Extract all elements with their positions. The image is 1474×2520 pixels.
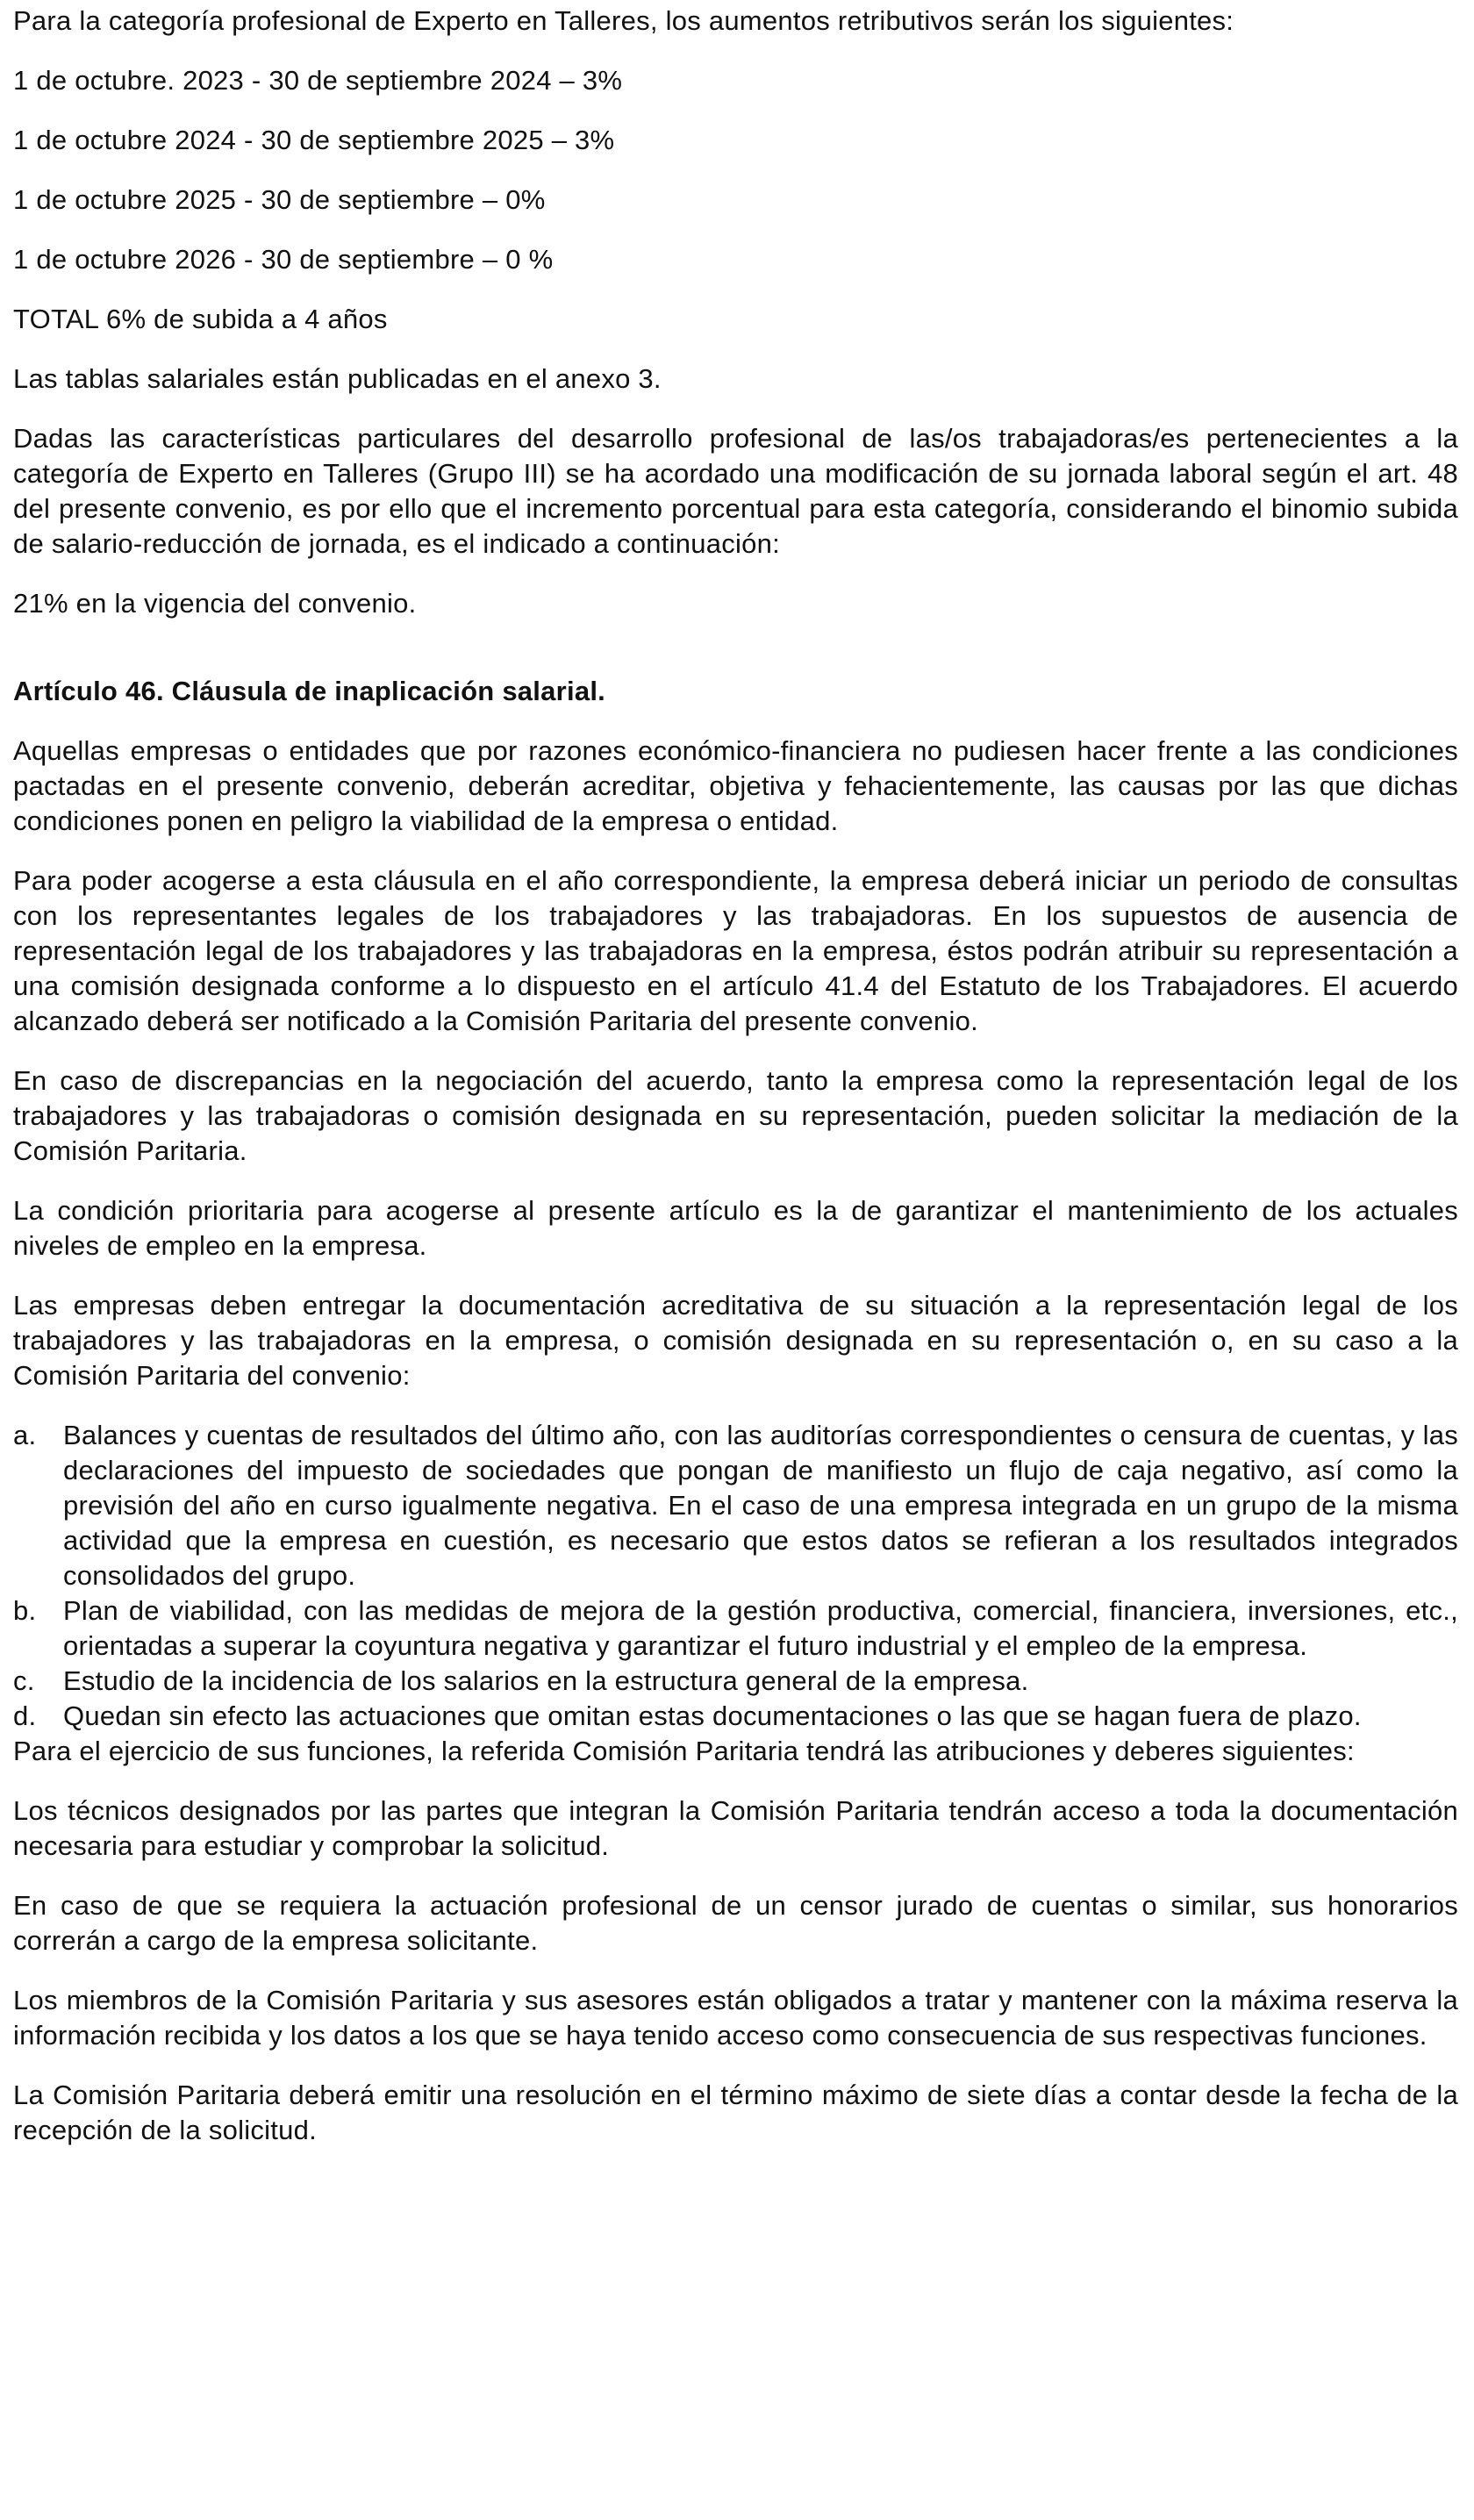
total-line: TOTAL 6% de subida a 4 años (13, 304, 388, 334)
list-item (13, 1699, 1458, 1734)
special-paragraph: Dadas las características particulares del desarrollo profesional de las/os trabajadoras/es pertenecientes a la categoría de Experto en Talleres (Grupo III) se ha acordado una modificación de su jornada laboral según el art. 48 del presente convenio, es por ello que el incremento porcentual para esta categoría, considerando el binomio subida de salario-reducción de jornada, es el indicado a continuación: (13, 423, 1458, 559)
special-value: 21% en la vigencia del convenio. (13, 588, 417, 619)
closing-paragraph: Para el ejercicio de sus funciones, la referida Comisión Paritaria tendrá las atribuciones y deberes siguientes: (13, 1736, 1355, 1766)
article-paragraph: Aquellas empresas o entidades que por razones económico-financiera no pudiesen hacer frente a las condiciones pactadas en el presente convenio, deberán acreditar, objetiva y fehacientemente, las causas por las que dichas condiciones ponen en peligro la viabilidad de la empresa o entidad. (13, 735, 1458, 836)
list-text: Plan de viabilidad, con las medidas de mejora de la gestión productiva, comercial, financiera, inversiones, etc., orientadas a superar la coyuntura negativa y garantizar el futuro industrial y el empleo de la empresa. (63, 1595, 1458, 1661)
list-marker: c. (13, 1665, 35, 1696)
list-item (13, 1664, 1458, 1699)
article-paragraph: En caso de discrepancias en la negociación del acuerdo, tanto la empresa como la representación legal de los trabajadores y las trabajadoras o comisión designada en su representación, pueden solicitar la mediación de la Comisión Paritaria. (13, 1065, 1458, 1166)
list-text: Balances y cuentas de resultados del último año, con las auditorías correspondientes o censura de cuentas, y las declaraciones del impuesto de sociedades que pongan de manifiesto un flujo de caja negativo, así como la previsión del año en curso igualmente negativa. En el caso de una empresa integrada en un grupo de la misma actividad que la empresa en cuestión, es necesario que estos datos se refieran a los resultados integrados consolidados del grupo. (63, 1420, 1458, 1591)
list-item (13, 1593, 1458, 1664)
list-marker: a. (13, 1420, 37, 1450)
closing-paragraph: En caso de que se requiera la actuación profesional de un censor jurado de cuentas o similar, sus honorarios correrán a cargo de la empresa solicitante. (13, 1890, 1458, 1956)
period-line: 1 de octubre 2024 - 30 de septiembre 2025 – 3% (13, 125, 615, 155)
tables-note: Las tablas salariales están publicadas en el anexo 3. (13, 363, 662, 394)
list-text: Quedan sin efecto las actuaciones que omitan estas documentaciones o las que se hagan fuera de plazo. (63, 1700, 1362, 1731)
list-text: Estudio de la incidencia de los salarios en la estructura general de la empresa. (63, 1665, 1029, 1696)
closing-paragraph: Los técnicos designados por las partes que integran la Comisión Paritaria tendrán acceso a toda la documentación necesaria para estudiar y comprobar la solicitud. (13, 1795, 1458, 1861)
article-title: Artículo 46. Cláusula de inaplicación salarial. (13, 676, 606, 706)
list-marker: d. (13, 1700, 37, 1731)
period-line: 1 de octubre 2026 - 30 de septiembre – 0 % (13, 244, 554, 275)
period-line: 1 de octubre. 2023 - 30 de septiembre 2024 – 3% (13, 65, 623, 96)
closing-paragraph: Los miembros de la Comisión Paritaria y sus asesores están obligados a tratar y mantener con la máxima reserva la información recibida y los datos a los que se haya tenido acceso como consecuencia de sus respectivas funciones. (13, 1985, 1458, 2051)
article-paragraph: Las empresas deben entregar la documentación acreditativa de su situación a la representación legal de los trabajadores y las trabajadoras en la empresa, o comisión designada en su representación o, en su caso a la Comisión Paritaria del convenio: (13, 1290, 1458, 1391)
intro-paragraph: Para la categoría profesional de Experto en Talleres, los aumentos retributivos serán los siguientes: (13, 5, 1234, 36)
article-paragraph: La condición prioritaria para acogerse al presente artículo es la de garantizar el mantenimiento de los actuales niveles de empleo en la empresa. (13, 1195, 1458, 1261)
documentation-list (13, 1418, 1458, 1734)
list-marker: b. (13, 1595, 37, 1626)
article-paragraph: Para poder acogerse a esta cláusula en el año correspondiente, la empresa deberá iniciar un periodo de consultas con los representantes legales de los trabajadores y las trabajadoras. En los supuestos de ausencia de representación legal de los trabajadores y las trabajadoras en la empresa, éstos podrán atribuir su representación a una comisión designada conforme a lo dispuesto en el artículo 41.4 del Estatuto de los Trabajadores. El acuerdo alcanzado deberá ser notificado a la Comisión Paritaria del presente convenio. (13, 865, 1458, 1036)
list-item (13, 1418, 1458, 1593)
period-line: 1 de octubre 2025 - 30 de septiembre – 0% (13, 184, 546, 215)
closing-paragraph: La Comisión Paritaria deberá emitir una resolución en el término máximo de siete días a contar desde la fecha de la recepción de la solicitud. (13, 2080, 1458, 2145)
